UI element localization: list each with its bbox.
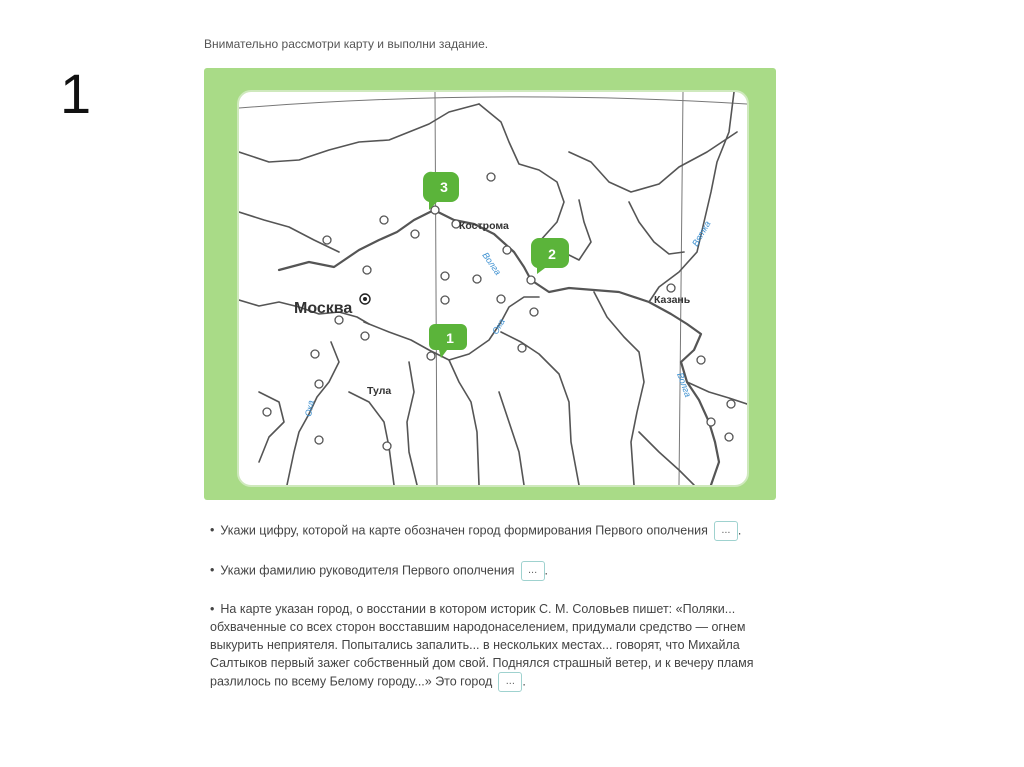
- city-dot: [363, 266, 371, 274]
- city-dot: [727, 400, 735, 408]
- label-volga: Волга: [480, 250, 504, 277]
- question-2-text: Укажи фамилию руководителя Первого ополчения: [220, 563, 515, 578]
- south-river: [407, 362, 417, 485]
- question-1: [210, 521, 741, 541]
- city-dot: [487, 173, 495, 181]
- marker-number: 2: [548, 246, 556, 262]
- answer-field-1[interactable]: ...: [714, 521, 738, 541]
- answer-field-3[interactable]: ...: [498, 672, 522, 692]
- map: [237, 90, 749, 487]
- label-moscow: Москва: [294, 300, 353, 317]
- city-dot: [361, 332, 369, 340]
- question-3: [210, 600, 770, 692]
- task-instruction: Внимательно рассмотри карту и выполни задание.: [204, 37, 489, 51]
- city-dot: [263, 408, 271, 416]
- city-dot: [697, 356, 705, 364]
- city-dot: [707, 418, 715, 426]
- city-dot: [411, 230, 419, 238]
- question-3-text: На карте указан город, о восстании в котором историк С. М. Соловьев пишет: «Поляки... обхваченные со всех сторон восставшим народонаселением, придумали средство — огнем выкурить неприятеля. Попытались запалить... в нескольких местах... говорят, что Михайла Салтыков первый зажег собственный дом свой. Поднялся страшный ветер, и к вечеру пламя разлилось по всему Белому городу...» Это город: [210, 602, 754, 689]
- label-kazan: Казань: [654, 294, 691, 306]
- label-vyatka: Вятка: [690, 219, 713, 248]
- meridian-line: [435, 92, 437, 485]
- label-volga: Волга: [675, 371, 694, 399]
- question-3-suffix: .: [522, 674, 526, 689]
- question-1-text: Укажи цифру, которой на карте обозначен город формирования Первого ополчения: [220, 523, 708, 538]
- label-tula: Тула: [367, 385, 392, 397]
- question-2-suffix: .: [544, 563, 549, 578]
- map-marker-3: [423, 172, 459, 210]
- city-dot: [503, 246, 511, 254]
- answer-field-2[interactable]: ...: [521, 561, 545, 581]
- volga-river: [279, 210, 719, 485]
- city-dot: [431, 206, 439, 214]
- parallel-line: [239, 97, 747, 108]
- label-oka: Ока: [303, 399, 316, 418]
- city-dot: [527, 276, 535, 284]
- south-river: [501, 332, 579, 485]
- label-kostroma: Кострома: [459, 220, 509, 232]
- question-1-suffix: .: [737, 523, 742, 538]
- city-dot: [323, 236, 331, 244]
- west-river: [349, 392, 394, 485]
- city-dot: [530, 308, 538, 316]
- map-svg: [239, 92, 747, 485]
- bullet-icon: •: [210, 602, 215, 616]
- north-river: [569, 132, 737, 192]
- city-dot: [311, 350, 319, 358]
- south-river: [639, 432, 694, 485]
- city-dot: [380, 216, 388, 224]
- map-frame: [204, 68, 776, 500]
- south-river: [499, 392, 524, 485]
- map-marker-2: [531, 238, 569, 274]
- question-2: [210, 561, 548, 581]
- marker-number: 3: [440, 179, 448, 195]
- west-river: [239, 212, 339, 252]
- bullet-icon: •: [210, 523, 215, 538]
- north-river: [239, 104, 479, 162]
- meridian-line: [679, 92, 683, 485]
- city-dot: [473, 275, 481, 283]
- city-dot: [427, 352, 435, 360]
- city-dot: [518, 344, 526, 352]
- city-dot: [667, 284, 675, 292]
- marker-number: 1: [446, 330, 454, 346]
- city-dot: [335, 316, 343, 324]
- west-river: [259, 392, 284, 462]
- city-dot: [315, 380, 323, 388]
- bullet-icon: •: [210, 563, 215, 578]
- north-river: [629, 202, 684, 254]
- south-river: [687, 382, 747, 404]
- moscow-marker: [360, 294, 370, 304]
- south-river: [594, 292, 644, 485]
- city-dot: [725, 433, 733, 441]
- slide-number: 1: [60, 62, 92, 125]
- city-dot: [497, 295, 505, 303]
- city-dot: [383, 442, 391, 450]
- south-river: [449, 360, 479, 485]
- label-oka: Ока: [490, 316, 507, 336]
- city-dot: [315, 436, 323, 444]
- city-dot: [441, 296, 449, 304]
- city-dot: [441, 272, 449, 280]
- vyatka-river: [649, 92, 734, 302]
